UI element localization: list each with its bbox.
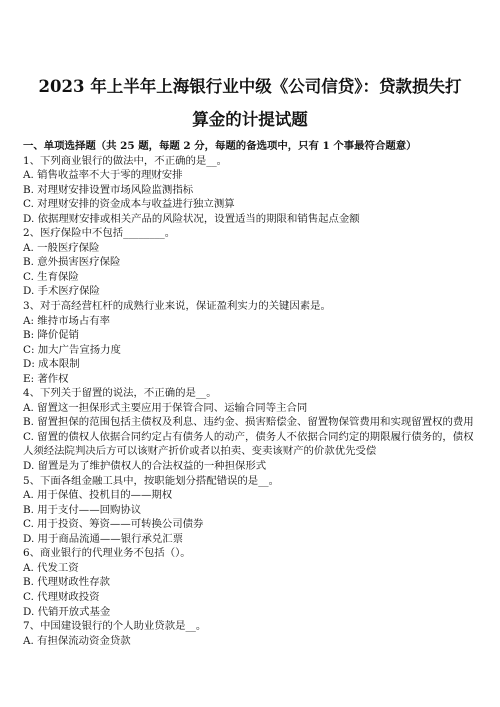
section-heading: 一、单项选择题（共 25 题，每题 2 分，每题的备选项中，只有 1 个事最符合题意） [23,140,417,152]
answer-option: D. 手术医疗保险 [23,285,100,298]
answer-option: C: 加大广告宣扬力度 [23,343,121,356]
question-stem: 3、对于高经营杠杆的成熟行业来说，保证盈利实力的关键因素是。 [23,300,331,313]
question-stem: 1、下列商业银行的做法中，不正确的是__。 [23,154,228,167]
question-item [23,474,480,547]
title-line-1: 2023 年上半年上海银行业中级《公司信贷》：贷款损失打 [38,77,462,96]
question-item [23,386,480,473]
answer-option: B. 留置担保的范围包括主债权及利息、违约金、损害赔偿金、留置物保管费用和实现留置权的费用 [23,416,474,429]
answer-option: A. 一般医疗保险 [23,241,100,254]
question-item [23,299,480,386]
document-body [23,139,480,648]
answer-option: B. 对理财安排设置市场风险监测指标 [23,183,194,196]
question-item [23,226,480,299]
answer-option: A: 维持市场占有率 [23,314,111,327]
answer-option: D. 代销开放式基金 [23,605,111,618]
answer-option: B. 用于支付——回购协议 [23,503,142,516]
answer-option: A. 代发工资 [23,561,79,574]
answer-option: B. 代理财政性存款 [23,576,110,589]
question-stem: 6、商业银行的代理业务不包括（）。 [23,547,191,560]
answer-option: D. 留置是为了维护债权人的合法权益的一种担保形式 [23,460,267,473]
question-item [23,154,480,227]
answer-option: D. 用于商品流通——银行承兑汇票 [23,532,184,545]
answer-option: A. 用于保值、投机目的——期权 [23,489,173,502]
document-title [24,70,476,136]
answer-option: E: 著作权 [23,372,69,385]
question-item [23,546,480,619]
answer-option: A. 销售收益率不大于零的理财安排 [23,169,183,182]
answer-option: D. 依据理财安排或相关产品的风险状况，设置适当的期限和销售起点金额 [23,212,360,225]
answer-option: B: 降价促销 [23,329,80,342]
question-stem: 5、下面各组金融工具中，按职能划分搭配错误的是__。 [23,474,279,487]
answer-option: B. 意外损害医疗保险 [23,256,121,269]
question-item [23,619,480,648]
answer-option: A. 留置这一担保形式主要应用于保管合同、运输合同等主合同 [23,401,308,414]
question-stem: 4、下列关于留置的说法，不正确的是__。 [23,387,217,400]
question-stem: 7、中国建设银行的个人助业贷款是__。 [23,620,207,633]
answer-option: C. 对理财安排的资金成本与收益进行独立测算 [23,198,235,211]
question-stem: 2、医疗保险中不包括________。 [23,227,176,240]
question-list [23,154,480,649]
answer-option: C. 代理财政投资 [23,590,100,603]
title-line-2: 算金的计提试题 [192,110,308,129]
answer-option: A. 有担保流动资金贷款 [23,634,131,647]
answer-option: C. 用于投资、筹资——可转换公司债券 [23,518,204,531]
answer-option: D: 成本限制 [23,358,80,371]
answer-option: C. 生育保险 [23,270,79,283]
answer-option: C. 留置的债权人依据合同约定占有债务人的动产，债务人不依据合同约定的期限履行债务的，债权人须经法院判决后方可以该财产折价或者以拍卖、变卖该财产的价款优先受偿 [23,430,474,458]
